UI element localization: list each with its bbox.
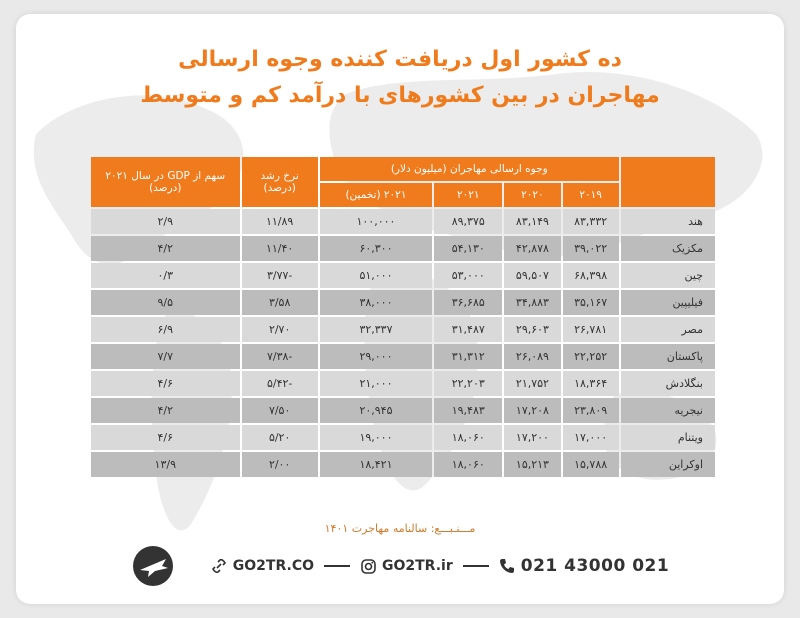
gdp-share-cell: ۴/۲ <box>91 236 240 261</box>
value-2019-cell: ۲۶,۷۸۱ <box>563 317 619 342</box>
value-2020-cell: ۲۹,۶۰۳ <box>504 317 560 342</box>
value-2021-estimate-cell: ۱۹,۰۰۰ <box>320 425 432 450</box>
value-2019-cell: ۶۸,۳۹۸ <box>563 263 619 288</box>
value-2019-cell: ۲۳,۸۰۹ <box>563 398 619 423</box>
gdp-share-cell: ۶/۹ <box>91 317 240 342</box>
country-cell: هند <box>621 209 715 234</box>
value-2019-cell: ۱۷,۰۰۰ <box>563 425 619 450</box>
country-cell: مصر <box>621 317 715 342</box>
gdp-share-cell: ۲/۹ <box>91 209 240 234</box>
growth-header-line2: (درصد) <box>263 182 296 194</box>
table-header-row <box>91 157 715 181</box>
table-row <box>91 317 715 342</box>
gdp-header <box>91 157 240 207</box>
value-2021-estimate-cell: ۱۸,۴۲۱ <box>320 452 432 477</box>
growth-rate-cell: ۱۱/۸۹ <box>242 209 318 234</box>
table-row <box>91 425 715 450</box>
value-2021-estimate-cell: ۳۲,۳۳۷ <box>320 317 432 342</box>
value-2020-cell: ۸۳,۱۴۹ <box>504 209 560 234</box>
country-cell: فیلیپین <box>621 290 715 315</box>
gdp-header-line2: (درصد) <box>149 182 182 194</box>
source-note: مـــنـبـــع: سالنامه مهاجرت ۱۴۰۱ <box>324 522 476 535</box>
value-2020-cell: ۳۴,۸۸۳ <box>504 290 560 315</box>
growth-rate-cell: ۲/۷۰ <box>242 317 318 342</box>
value-2021-cell: ۳۶,۶۸۵ <box>434 290 502 315</box>
year-2021-estimate-header: ۲۰۲۱ (تخمین) <box>320 183 432 207</box>
instagram-link[interactable] <box>360 558 453 574</box>
country-cell: بنگلادش <box>621 371 715 396</box>
growth-rate-cell: ۵/۲۰ <box>242 425 318 450</box>
phone-icon <box>499 558 515 574</box>
growth-header <box>242 157 318 207</box>
divider <box>324 565 350 567</box>
gdp-share-cell: ۴/۶ <box>91 371 240 396</box>
value-2021-estimate-cell: ۳۸,۰۰۰ <box>320 290 432 315</box>
year-2019-header: ۲۰۱۹ <box>563 183 619 207</box>
value-2021-estimate-cell: ۶۰,۳۰۰ <box>320 236 432 261</box>
table-row <box>91 209 715 234</box>
link-icon <box>211 558 227 574</box>
table-row <box>91 452 715 477</box>
value-2021-cell: ۳۱,۴۸۷ <box>434 317 502 342</box>
gdp-share-cell: ۱۳/۹ <box>91 452 240 477</box>
gdp-header-line1: سهم از GDP در سال ۲۰۲۱ <box>105 170 226 182</box>
footer <box>16 544 784 588</box>
value-2019-cell: ۱۸,۳۶۴ <box>563 371 619 396</box>
growth-rate-cell: -۷/۳۸ <box>242 344 318 369</box>
website-link[interactable] <box>211 558 314 574</box>
value-2021-estimate-cell: ۲۱,۰۰۰ <box>320 371 432 396</box>
table-row <box>91 290 715 315</box>
table-row <box>91 263 715 288</box>
value-2021-cell: ۱۸,۰۶۰ <box>434 425 502 450</box>
go2tr-logo <box>131 544 175 588</box>
table-row <box>91 236 715 261</box>
growth-rate-cell: ۳/۵۸ <box>242 290 318 315</box>
value-2021-cell: ۳۱,۳۱۲ <box>434 344 502 369</box>
value-2021-estimate-cell: ۱۰۰,۰۰۰ <box>320 209 432 234</box>
value-2021-cell: ۲۲,۲۰۳ <box>434 371 502 396</box>
value-2019-cell: ۸۳,۳۳۲ <box>563 209 619 234</box>
value-2021-cell: ۸۹,۳۷۵ <box>434 209 502 234</box>
growth-rate-cell: ۲/۰۰ <box>242 452 318 477</box>
value-2020-cell: ۲۱,۷۵۲ <box>504 371 560 396</box>
value-2020-cell: ۴۲,۸۷۸ <box>504 236 560 261</box>
remittance-group-header: وجوه ارسالی مهاجران (میلیون دلار) <box>320 157 619 181</box>
value-2020-cell: ۱۷,۲۰۸ <box>504 398 560 423</box>
instagram-text: GO2TR.ir <box>382 558 453 574</box>
title-line-2: مهاجران در بین کشورهای با درآمد کم و متوسط <box>140 83 660 108</box>
value-2021-cell: ۱۸,۰۶۰ <box>434 452 502 477</box>
website-text: GO2TR.CO <box>232 558 314 574</box>
table-row <box>91 371 715 396</box>
year-2021-header: ۲۰۲۱ <box>434 183 502 207</box>
year-2020-header: ۲۰۲۰ <box>504 183 560 207</box>
gdp-share-cell: ۴/۶ <box>91 425 240 450</box>
title-line-1: ده کشور اول دریافت کننده وجوه ارسالی <box>178 47 622 72</box>
infographic-card <box>16 14 784 604</box>
remittance-table <box>89 155 717 479</box>
instagram-icon <box>360 558 376 574</box>
country-cell: نیجریه <box>621 398 715 423</box>
value-2020-cell: ۵۹,۵۰۷ <box>504 263 560 288</box>
country-cell: پاکستان <box>621 344 715 369</box>
gdp-share-cell: ۷/۷ <box>91 344 240 369</box>
table-body <box>91 209 715 477</box>
value-2020-cell: ۲۶,۰۸۹ <box>504 344 560 369</box>
value-2019-cell: ۱۵,۷۸۸ <box>563 452 619 477</box>
value-2020-cell: ۱۵,۲۱۳ <box>504 452 560 477</box>
value-2021-cell: ۱۹,۴۸۳ <box>434 398 502 423</box>
growth-rate-cell: -۵/۴۲ <box>242 371 318 396</box>
growth-rate-cell: ۱۱/۴۰ <box>242 236 318 261</box>
country-cell: ویتنام <box>621 425 715 450</box>
value-2021-estimate-cell: ۵۱,۰۰۰ <box>320 263 432 288</box>
value-2021-cell: ۵۴,۱۳۰ <box>434 236 502 261</box>
country-cell: اوکراین <box>621 452 715 477</box>
table-row <box>91 398 715 423</box>
growth-rate-cell: ۷/۵۰ <box>242 398 318 423</box>
gdp-share-cell: ۴/۲ <box>91 398 240 423</box>
value-2019-cell: ۲۲,۲۵۲ <box>563 344 619 369</box>
table-row <box>91 344 715 369</box>
value-2019-cell: ۳۵,۱۶۷ <box>563 290 619 315</box>
value-2021-cell: ۵۳,۰۰۰ <box>434 263 502 288</box>
country-cell: مکزیک <box>621 236 715 261</box>
growth-header-line1: نرخ رشد <box>260 170 299 182</box>
divider <box>463 565 489 567</box>
gdp-share-cell: ۰/۳ <box>91 263 240 288</box>
value-2021-estimate-cell: ۲۰,۹۴۵ <box>320 398 432 423</box>
country-cell: چین <box>621 263 715 288</box>
gdp-share-cell: ۹/۵ <box>91 290 240 315</box>
value-2019-cell: ۳۹,۰۲۲ <box>563 236 619 261</box>
value-2020-cell: ۱۷,۲۰۰ <box>504 425 560 450</box>
page-title <box>16 42 784 114</box>
phone-text: 021 43000 021 <box>520 556 670 576</box>
phone-contact[interactable] <box>499 556 669 576</box>
value-2021-estimate-cell: ۲۹,۰۰۰ <box>320 344 432 369</box>
country-header <box>621 157 715 207</box>
growth-rate-cell: -۳/۷۷ <box>242 263 318 288</box>
